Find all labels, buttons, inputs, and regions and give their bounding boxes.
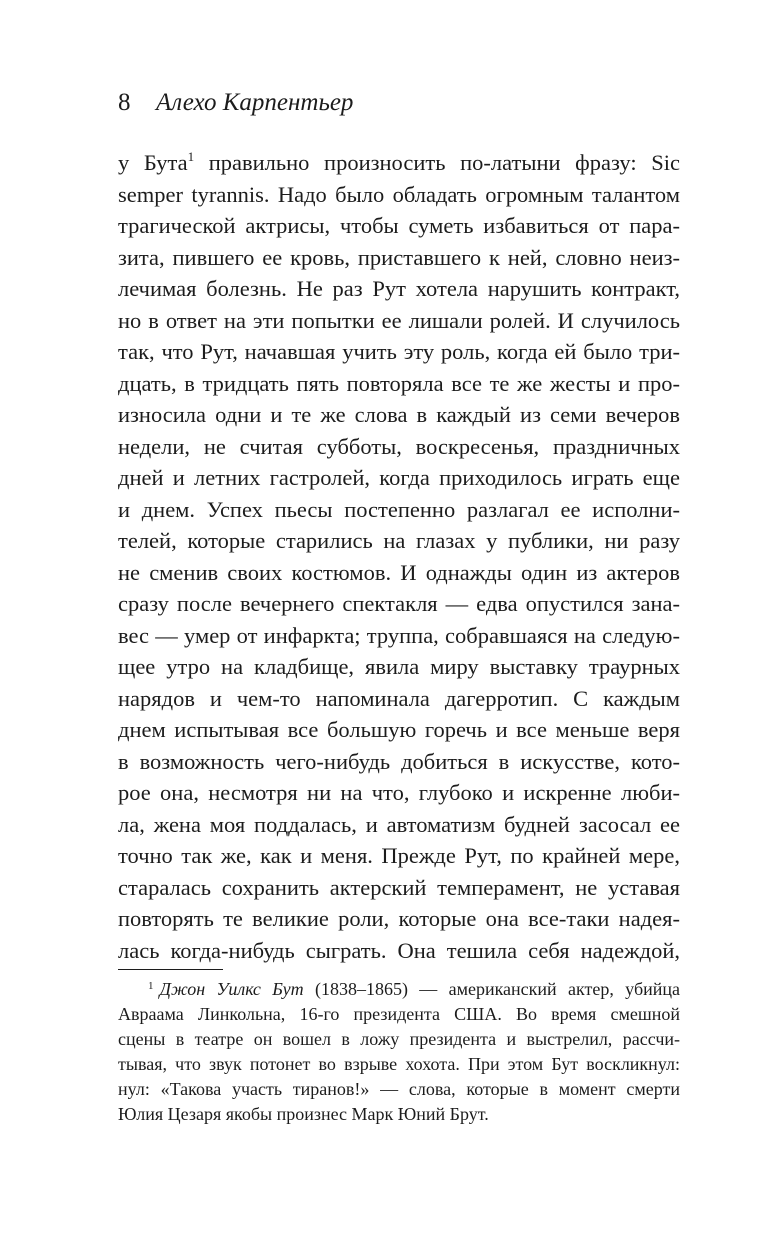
text-line: днем испытывая все большую горечь и все меньше веря	[118, 717, 680, 742]
main-text	[118, 147, 680, 966]
text-line: износила одни и те же слова в каждый из семи вечеров	[118, 402, 680, 427]
text-line: телей, которые старились на глазах у публики, ни разу	[118, 528, 680, 553]
running-title: Алехо Карпентьер	[156, 89, 354, 116]
footnote-line: нул: «Такова участь тиранов!» — слова, которые в момент смерти	[118, 1079, 680, 1099]
text-line: не сменив своих костюмов. И однажды один из актеров	[118, 559, 680, 585]
text-line: дцать, в тридцать пять повторяла все те же жесты и про-	[118, 370, 680, 396]
text-line: дней и летних гастролей, когда приходилось играть еще	[118, 465, 680, 490]
text-line: так, что Рут, начавшая учить эту роль, когда ей было три-	[118, 339, 680, 364]
footnote-line: сцены в театре он вошел в ложу президента и выстрелил, рассчи-	[118, 1029, 680, 1049]
footnote-line: Авраама Линкольна, 16-го президента США. Во время смешной	[118, 1004, 680, 1024]
text-line: точно так же, как и меня. Прежде Рут, по крайней мере,	[118, 843, 680, 868]
footnote-marker: 1	[148, 980, 154, 992]
text-line: но в ответ на эти попытки ее лишали ролей. И случилось	[118, 307, 680, 333]
text-line: зита, пившего ее кровь, приставшего к ней, словно неиз-	[118, 244, 680, 270]
footnote-reference[interactable]: 1	[187, 149, 195, 164]
text-line: щее утро на кладбище, явила миру выставку траурных	[118, 654, 680, 679]
footnote-divider	[118, 969, 223, 970]
footnote-person-name: Джон Уилкс Бут	[159, 979, 304, 999]
text-line: ла, жена моя поддалась, и автоматизм будней засосал ее	[118, 811, 680, 837]
text-fragment: правильно произносить по-латыни фразу: Sic	[194, 150, 680, 175]
text-line: semper tyrannis. Надо было обладать огромным талантом	[118, 181, 680, 207]
text-line: трагической актрисы, чтобы суметь избавиться от пара-	[118, 213, 680, 238]
footnote-line	[118, 977, 680, 1002]
text-line	[118, 147, 680, 179]
footnote-line: Юлия Цезаря якобы произнес Марк Юний Брут.	[118, 1104, 489, 1124]
text-line: недели, не считая субботы, воскресенья, праздничных	[118, 433, 680, 459]
text-line: вес — умер от инфаркта; труппа, собравшаяся на следую-	[118, 622, 680, 648]
text-line: и днем. Успех пьесы постепенно разлагал ее исполни-	[118, 496, 680, 522]
text-line: нарядов и чем-то напоминала дагерротип. С каждым	[118, 685, 680, 711]
text-line: рое она, несмотря ни на что, глубоко и искренне люби-	[118, 780, 680, 805]
text-line: повторять те великие роли, которые она все-таки надея-	[118, 906, 680, 931]
footnote	[118, 977, 680, 1127]
footnote-line: тывая, что звук потонет во взрыве хохота. При этом Бут воскликнул:	[118, 1054, 680, 1074]
text-line: лась когда-нибудь сыграть. Она тешила себя надеждой,	[118, 937, 680, 963]
page-number: 8	[118, 89, 131, 116]
running-head	[118, 88, 353, 118]
text-line: старалась сохранить актерский темперамент, не уставая	[118, 874, 680, 900]
footnote-fragment: (1838–1865) — американский актер, убийца	[303, 979, 680, 999]
text-fragment: у Бута	[118, 150, 188, 175]
text-line: сразу после вечернего спектакля — едва опустился зана-	[118, 591, 680, 616]
text-line: в возможность чего-нибудь добиться в искусстве, кото-	[118, 748, 680, 774]
text-line: лечимая болезнь. Не раз Рут хотела нарушить контракт,	[118, 276, 680, 301]
